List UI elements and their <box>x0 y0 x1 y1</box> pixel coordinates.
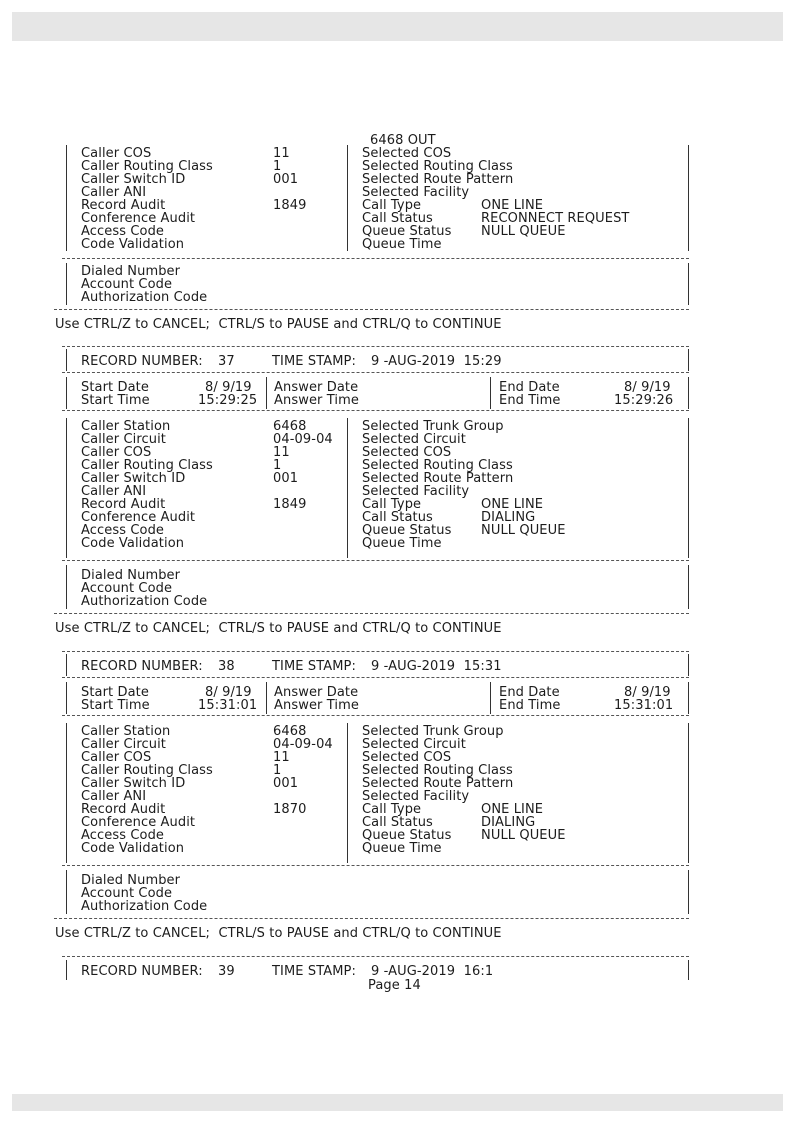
label-queue-status: Queue Status <box>362 828 452 843</box>
section-separator <box>62 560 689 561</box>
label-time-stamp: TIME STAMP: <box>272 354 356 369</box>
label-selected-route-pattern: Selected Route Pattern <box>362 172 514 187</box>
border-left <box>66 377 67 409</box>
label-start-time: Start Time <box>81 393 150 408</box>
start-date-value: 8/ 9/19 <box>205 685 252 700</box>
label-authorization-code: Authorization Code <box>81 899 208 914</box>
start-time-value: 15:29:25 <box>198 393 258 408</box>
border-right <box>688 870 689 914</box>
record-top-line <box>62 651 689 652</box>
label-record-number: RECORD NUMBER: <box>81 964 203 979</box>
end-time-value: 15:29:26 <box>614 393 674 408</box>
border-right <box>688 723 689 863</box>
value-call-type: ONE LINE <box>481 198 544 213</box>
value-call-status: RECONNECT REQUEST <box>481 211 630 226</box>
value-call-type: ONE LINE <box>481 497 544 512</box>
label-call-type: Call Type <box>362 198 422 213</box>
border-left <box>66 263 67 305</box>
label-queue-status: Queue Status <box>362 523 452 538</box>
border-left <box>66 870 67 914</box>
label-selected-cos: Selected COS <box>362 445 452 460</box>
value-caller-cos: 11 <box>273 445 290 460</box>
value-call-status: DIALING <box>481 510 536 525</box>
label-caller-switch-id: Caller Switch ID <box>81 172 186 187</box>
value-caller-switch-id: 001 <box>273 172 299 187</box>
time-stamp-value: 9 -AUG-2019 16:1 <box>371 964 494 979</box>
label-selected-routing-class: Selected Routing Class <box>362 458 513 473</box>
record-number-value: 39 <box>218 964 235 979</box>
label-selected-facility: Selected Facility <box>362 789 470 804</box>
label-account-code: Account Code <box>81 886 173 901</box>
border-right <box>688 263 689 305</box>
label-record-audit: Record Audit <box>81 497 166 512</box>
label-code-validation: Code Validation <box>81 841 185 856</box>
column-divider <box>490 682 491 714</box>
label-end-date: End Date <box>499 685 560 700</box>
label-call-status: Call Status <box>362 211 433 226</box>
label-caller-switch-id: Caller Switch ID <box>81 471 186 486</box>
label-queue-time: Queue Time <box>362 237 442 252</box>
label-caller-cos: Caller COS <box>81 445 152 460</box>
label-time-stamp: TIME STAMP: <box>272 659 356 674</box>
label-caller-ani: Caller ANI <box>81 789 147 804</box>
cancel-hint: Use CTRL/Z to CANCEL; CTRL/S to PAUSE and CTRL/Q to CONTINUE <box>55 621 502 636</box>
label-selected-trunk-group: Selected Trunk Group <box>362 419 504 434</box>
value-caller-routing-class: 1 <box>273 159 282 174</box>
section-separator <box>62 677 689 678</box>
record-top-line <box>62 956 689 957</box>
label-conference-audit: Conference Audit <box>81 211 196 226</box>
label-start-time: Start Time <box>81 698 150 713</box>
label-access-code: Access Code <box>81 828 165 843</box>
column-divider <box>347 723 348 863</box>
label-call-status: Call Status <box>362 510 433 525</box>
label-call-status: Call Status <box>362 815 433 830</box>
border-right <box>688 349 689 371</box>
label-end-time: End Time <box>499 393 561 408</box>
label-start-date: Start Date <box>81 380 149 395</box>
border-right <box>688 565 689 609</box>
label-queue-time: Queue Time <box>362 536 442 551</box>
label-access-code: Access Code <box>81 224 165 239</box>
label-start-date: Start Date <box>81 685 149 700</box>
value-caller-routing-class: 1 <box>273 763 282 778</box>
label-caller-station: Caller Station <box>81 419 171 434</box>
label-dialed-number: Dialed Number <box>81 568 181 583</box>
label-selected-trunk-group: Selected Trunk Group <box>362 724 504 739</box>
border-left <box>66 960 67 980</box>
section-separator <box>62 865 689 866</box>
value-record-audit: 1849 <box>273 497 307 512</box>
label-record-number: RECORD NUMBER: <box>81 354 203 369</box>
record-end-line <box>54 613 689 614</box>
column-divider <box>347 418 348 558</box>
label-code-validation: Code Validation <box>81 536 185 551</box>
label-queue-status: Queue Status <box>362 224 452 239</box>
label-answer-time: Answer Time <box>274 393 359 408</box>
label-selected-cos: Selected COS <box>362 750 452 765</box>
label-record-number: RECORD NUMBER: <box>81 659 203 674</box>
label-selected-circuit: Selected Circuit <box>362 432 466 447</box>
label-caller-switch-id: Caller Switch ID <box>81 776 186 791</box>
label-selected-facility: Selected Facility <box>362 185 470 200</box>
label-selected-routing-class: Selected Routing Class <box>362 159 513 174</box>
section-separator <box>62 258 689 259</box>
value-caller-cos: 11 <box>273 146 290 161</box>
label-caller-ani: Caller ANI <box>81 185 147 200</box>
label-call-type: Call Type <box>362 497 422 512</box>
label-selected-routing-class: Selected Routing Class <box>362 763 513 778</box>
border-right <box>688 960 689 980</box>
record-top-line <box>62 346 689 347</box>
border-right <box>688 377 689 409</box>
label-account-code: Account Code <box>81 277 173 292</box>
label-record-audit: Record Audit <box>81 802 166 817</box>
end-date-value: 8/ 9/19 <box>624 380 671 395</box>
start-time-value: 15:31:01 <box>198 698 258 713</box>
label-selected-circuit: Selected Circuit <box>362 737 466 752</box>
section-separator <box>62 715 689 716</box>
border-left <box>66 349 67 371</box>
label-answer-time: Answer Time <box>274 698 359 713</box>
label-queue-time: Queue Time <box>362 841 442 856</box>
border-left <box>66 145 67 251</box>
label-conference-audit: Conference Audit <box>81 815 196 830</box>
value-call-type: ONE LINE <box>481 802 544 817</box>
label-caller-cos: Caller COS <box>81 146 152 161</box>
border-left <box>66 654 67 676</box>
border-left <box>66 723 67 863</box>
value-caller-routing-class: 1 <box>273 458 282 473</box>
label-time-stamp: TIME STAMP: <box>272 964 356 979</box>
value-queue-status: NULL QUEUE <box>481 224 566 239</box>
record-number-value: 37 <box>218 354 235 369</box>
border-right <box>688 682 689 714</box>
label-selected-facility: Selected Facility <box>362 484 470 499</box>
section-separator <box>62 410 689 411</box>
end-date-value: 8/ 9/19 <box>624 685 671 700</box>
label-conference-audit: Conference Audit <box>81 510 196 525</box>
label-caller-routing-class: Caller Routing Class <box>81 763 213 778</box>
label-authorization-code: Authorization Code <box>81 290 208 305</box>
value-caller-circuit: 04-09-04 <box>273 432 333 447</box>
label-caller-ani: Caller ANI <box>81 484 147 499</box>
label-selected-route-pattern: Selected Route Pattern <box>362 776 514 791</box>
cancel-hint: Use CTRL/Z to CANCEL; CTRL/S to PAUSE and CTRL/Q to CONTINUE <box>55 926 502 941</box>
label-answer-date: Answer Date <box>274 380 359 395</box>
label-call-type: Call Type <box>362 802 422 817</box>
label-caller-routing-class: Caller Routing Class <box>81 458 213 473</box>
label-selected-cos: Selected COS <box>362 146 452 161</box>
label-dialed-number: Dialed Number <box>81 264 181 279</box>
label-caller-cos: Caller COS <box>81 750 152 765</box>
label-end-date: End Date <box>499 380 560 395</box>
label-authorization-code: Authorization Code <box>81 594 208 609</box>
label-caller-routing-class: Caller Routing Class <box>81 159 213 174</box>
border-right <box>688 654 689 676</box>
column-divider <box>266 377 267 409</box>
border-left <box>66 682 67 714</box>
border-right <box>688 418 689 558</box>
value-queue-status: NULL QUEUE <box>481 828 566 843</box>
value-caller-cos: 11 <box>273 750 290 765</box>
border-right <box>688 145 689 251</box>
column-divider <box>347 145 348 251</box>
scan-top-edge <box>12 12 783 41</box>
record-end-line <box>54 309 689 310</box>
value-caller-station: 6468 <box>273 419 307 434</box>
time-stamp-value: 9 -AUG-2019 15:31 <box>371 659 502 674</box>
label-caller-circuit: Caller Circuit <box>81 737 166 752</box>
label-answer-date: Answer Date <box>274 685 359 700</box>
value-call-status: DIALING <box>481 815 536 830</box>
trunk-group-value: 6468 OUT <box>370 133 436 148</box>
section-separator <box>62 372 689 373</box>
value-record-audit: 1849 <box>273 198 307 213</box>
label-end-time: End Time <box>499 698 561 713</box>
column-divider <box>490 377 491 409</box>
page-number: Page 14 <box>368 978 421 993</box>
record-number-value: 38 <box>218 659 235 674</box>
label-selected-route-pattern: Selected Route Pattern <box>362 471 514 486</box>
label-caller-station: Caller Station <box>81 724 171 739</box>
label-record-audit: Record Audit <box>81 198 166 213</box>
scan-bottom-edge <box>12 1094 783 1111</box>
label-dialed-number: Dialed Number <box>81 873 181 888</box>
time-stamp-value: 9 -AUG-2019 15:29 <box>371 354 502 369</box>
border-left <box>66 418 67 558</box>
label-caller-circuit: Caller Circuit <box>81 432 166 447</box>
value-caller-switch-id: 001 <box>273 471 299 486</box>
label-code-validation: Code Validation <box>81 237 185 252</box>
value-caller-station: 6468 <box>273 724 307 739</box>
start-date-value: 8/ 9/19 <box>205 380 252 395</box>
record-end-line <box>54 918 689 919</box>
column-divider <box>266 682 267 714</box>
label-account-code: Account Code <box>81 581 173 596</box>
value-queue-status: NULL QUEUE <box>481 523 566 538</box>
label-access-code: Access Code <box>81 523 165 538</box>
value-record-audit: 1870 <box>273 802 307 817</box>
value-caller-circuit: 04-09-04 <box>273 737 333 752</box>
cancel-hint: Use CTRL/Z to CANCEL; CTRL/S to PAUSE and CTRL/Q to CONTINUE <box>55 317 502 332</box>
border-left <box>66 565 67 609</box>
end-time-value: 15:31:01 <box>614 698 674 713</box>
value-caller-switch-id: 001 <box>273 776 299 791</box>
